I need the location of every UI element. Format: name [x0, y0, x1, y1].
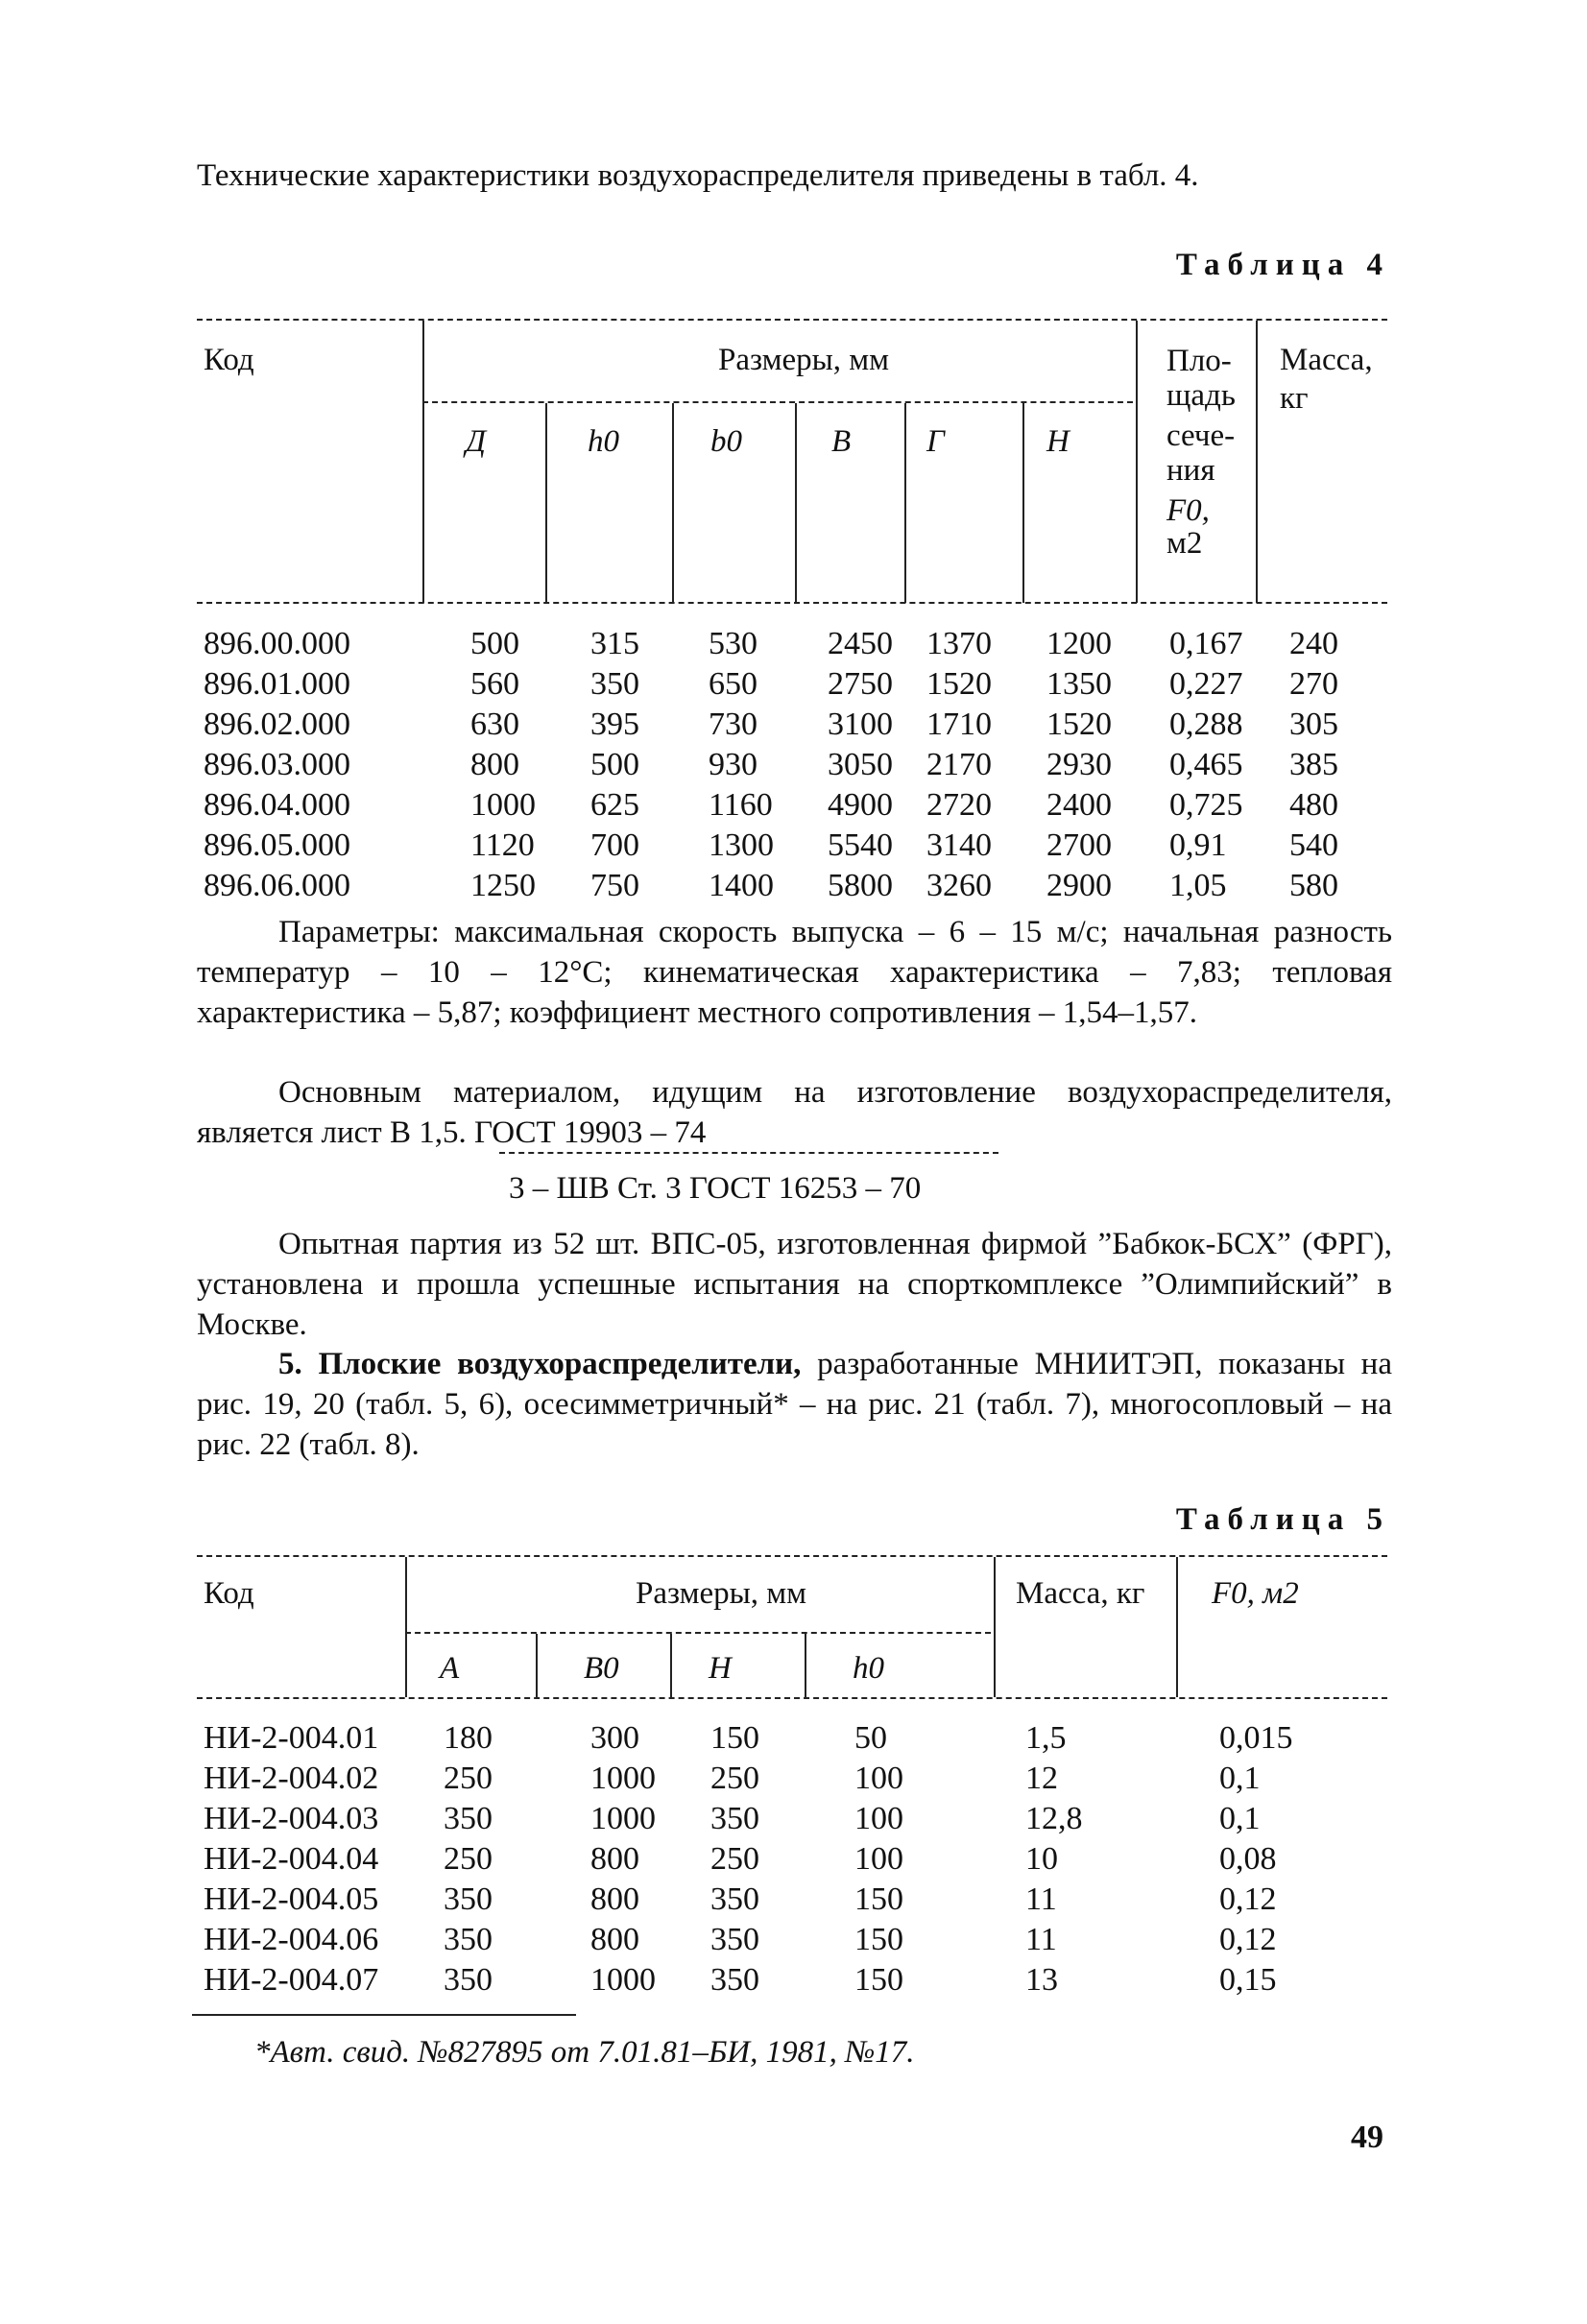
table5-cell: 350 [444, 1801, 493, 1836]
table4-sub-b0: b0 [710, 424, 742, 459]
table4-cell: 5800 [828, 868, 893, 903]
table4-header-mass: Масса, кг [1280, 343, 1373, 416]
table5-cell: 800 [590, 1922, 639, 1957]
table4-divider [1256, 321, 1258, 603]
footnote: *Авт. свид. №827895 от 7.01.81–БИ, 1981, №17. [254, 2035, 915, 2070]
table4-cell: 395 [590, 707, 639, 742]
table5-cell: 0,1 [1219, 1801, 1261, 1836]
table5-subheader-rule [405, 1632, 991, 1634]
table5-cell: 150 [854, 1922, 903, 1957]
table5-divider [805, 1634, 806, 1697]
table4-cell: 1200 [1046, 626, 1112, 661]
table4-code-cell: 896.04.000 [204, 787, 350, 823]
table4-cell: 2400 [1046, 787, 1112, 823]
table5-cell: 150 [854, 1881, 903, 1917]
table5-sub-H: H [709, 1651, 732, 1686]
table4-cell: 580 [1289, 868, 1338, 903]
table4-divider [1136, 321, 1138, 603]
table4-cell: 0,288 [1169, 707, 1243, 742]
table5-divider [1176, 1557, 1178, 1697]
table4-sub-B: B [831, 424, 852, 459]
table4-subheader-rule [422, 401, 1133, 403]
table5-cell: 150 [710, 1720, 759, 1756]
table5-cell: 350 [710, 1881, 759, 1917]
table5-cell: 12,8 [1025, 1801, 1083, 1836]
table4-cell: 2450 [828, 626, 893, 661]
table5-code-cell: НИ-2-004.01 [204, 1720, 379, 1756]
table5-divider [994, 1557, 996, 1697]
material-paragraph: Основным материалом, идущим на изготовление воздухораспределителя, является лист В 1,5. ГОСТ 19903 – 74 [197, 1075, 1392, 1150]
table5-cell: 350 [444, 1881, 493, 1917]
table4-cell: 560 [470, 666, 519, 702]
table4-cell: 385 [1289, 747, 1338, 782]
table4-cell: 350 [590, 666, 639, 702]
table4-sub-D: Д [466, 424, 486, 459]
table4-header-code: Код [204, 343, 254, 377]
table4-divider [422, 321, 424, 603]
table5-cell: 11 [1025, 1881, 1057, 1917]
table5-code-cell: НИ-2-004.07 [204, 1962, 379, 1998]
table4-header-area: Пло- щадь сече- ния F0, м2 [1166, 344, 1236, 561]
table4-code-cell: 896.03.000 [204, 747, 350, 782]
table4-cell: 2930 [1046, 747, 1112, 782]
table4-sub-G: Г [926, 424, 945, 459]
table4-cell: 500 [470, 626, 519, 661]
table5-cell: 180 [444, 1720, 493, 1756]
batch-paragraph: Опытная партия из 52 шт. ВПС-05, изготовленная фирмой ”Бабкок-БСХ” (ФРГ), установлена и прошла успешные испытания на спорткомплексе ”Олимпийский” в Москве. [197, 1227, 1392, 1342]
table4-cell: 240 [1289, 626, 1338, 661]
table5-cell: 1,5 [1025, 1720, 1067, 1756]
table4-code-cell: 896.01.000 [204, 666, 350, 702]
table4-header-bottom-rule [197, 602, 1387, 604]
table4-cell: 730 [709, 707, 757, 742]
table4-cell: 1000 [470, 787, 536, 823]
table4-sub-h0: h0 [588, 424, 619, 459]
table4-code-cell: 896.02.000 [204, 707, 350, 742]
table5-cell: 100 [854, 1841, 903, 1877]
table4-cell: 1300 [709, 827, 774, 863]
table5-cell: 0,12 [1219, 1922, 1277, 1957]
table5-cell: 800 [590, 1841, 639, 1877]
table5-sub-A: A [440, 1651, 460, 1686]
table4-cell: 930 [709, 747, 757, 782]
table4-cell: 1520 [926, 666, 992, 702]
table4-divider [1022, 403, 1024, 603]
table5-sub-B0: B0 [584, 1651, 619, 1686]
table5-header-mass: Масса, кг [1016, 1576, 1145, 1611]
table5-code-cell: НИ-2-004.04 [204, 1841, 379, 1877]
table5-header-code: Код [204, 1576, 254, 1611]
table4-top-rule [197, 319, 1387, 321]
table4-cell: 2700 [1046, 827, 1112, 863]
table5-cell: 350 [444, 1962, 493, 1998]
table5-header-sizes: Размеры, мм [636, 1576, 807, 1611]
table4-cell: 1,05 [1169, 868, 1227, 903]
table5-divider [405, 1557, 407, 1697]
table5-cell: 250 [444, 1841, 493, 1877]
table4-cell: 1710 [926, 707, 992, 742]
table5-cell: 150 [854, 1962, 903, 1998]
table4-caption: Таблица 4 [1175, 248, 1390, 282]
table4-cell: 305 [1289, 707, 1338, 742]
table4-cell: 480 [1289, 787, 1338, 823]
table4-divider [795, 403, 797, 603]
table5-cell: 350 [710, 1801, 759, 1836]
table4-cell: 630 [470, 707, 519, 742]
item5-paragraph: 5. Плоские воздухораспределители, разработанные МНИИТЭП, показаны на рис. 19, 20 (табл. 5, 6), осесимметричный* – на рис. 21 (табл. 7), многосопловый – на рис. 22 (табл. 8). [197, 1347, 1392, 1462]
table5-cell: 100 [854, 1761, 903, 1796]
table4-cell: 500 [590, 747, 639, 782]
table5-sub-h0: h0 [853, 1651, 884, 1686]
table5-code-cell: НИ-2-004.03 [204, 1801, 379, 1836]
table4-divider [672, 403, 674, 603]
table5-cell: 800 [590, 1881, 639, 1917]
table5-header-bottom-rule [197, 1697, 1387, 1699]
table4-cell: 4900 [828, 787, 893, 823]
table4-cell: 650 [709, 666, 757, 702]
table4-cell: 2720 [926, 787, 992, 823]
table4-cell: 0,91 [1169, 827, 1227, 863]
table4-cell: 3260 [926, 868, 992, 903]
intro-paragraph: Технические характеристики воздухораспределителя приведены в табл. 4. [197, 158, 1199, 193]
table4-cell: 5540 [828, 827, 893, 863]
table4-cell: 315 [590, 626, 639, 661]
table4-cell: 3050 [828, 747, 893, 782]
table5-caption: Таблица 5 [1175, 1502, 1390, 1537]
table5-code-cell: НИ-2-004.05 [204, 1881, 379, 1917]
table4-cell: 2750 [828, 666, 893, 702]
table4-cell: 750 [590, 868, 639, 903]
table5-header-area: F0, м2 [1212, 1576, 1299, 1611]
table5-code-cell: НИ-2-004.06 [204, 1922, 379, 1957]
material-denominator: 3 – ШВ Ст. 3 ГОСТ 16253 – 70 [509, 1171, 922, 1206]
table4-sub-H: H [1046, 424, 1070, 459]
table5-cell: 1000 [590, 1761, 656, 1796]
table4-cell: 700 [590, 827, 639, 863]
table4-cell: 0,167 [1169, 626, 1243, 661]
table4-divider [904, 403, 906, 603]
table4-cell: 3100 [828, 707, 893, 742]
table5-cell: 0,12 [1219, 1881, 1277, 1917]
table5-cell: 350 [444, 1922, 493, 1957]
table4-cell: 1250 [470, 868, 536, 903]
table5-cell: 350 [710, 1962, 759, 1998]
table5-cell: 12 [1025, 1761, 1058, 1796]
fraction-bar [499, 1152, 998, 1154]
table4-cell: 1120 [470, 827, 535, 863]
table4-code-cell: 896.05.000 [204, 827, 350, 863]
table4-header-sizes: Размеры, мм [718, 343, 890, 377]
table4-code-cell: 896.06.000 [204, 868, 350, 903]
table5-cell: 1000 [590, 1962, 656, 1998]
table4-cell: 0,465 [1169, 747, 1243, 782]
table5-cell: 10 [1025, 1841, 1058, 1877]
table5-top-rule [197, 1555, 1387, 1557]
table5-cell: 100 [854, 1801, 903, 1836]
table4-cell: 1520 [1046, 707, 1112, 742]
table4-cell: 800 [470, 747, 519, 782]
table4-cell: 3140 [926, 827, 992, 863]
table5-cell: 0,08 [1219, 1841, 1277, 1877]
table5-cell: 13 [1025, 1962, 1058, 1998]
table4-cell: 1400 [709, 868, 774, 903]
table4-cell: 0,227 [1169, 666, 1243, 702]
table5-cell: 300 [590, 1720, 639, 1756]
table4-cell: 0,725 [1169, 787, 1243, 823]
table4-cell: 270 [1289, 666, 1338, 702]
table5-cell: 11 [1025, 1922, 1057, 1957]
page-number: 49 [1351, 2120, 1383, 2155]
params-paragraph: Параметры: максимальная скорость выпуска – 6 – 15 м/с; начальная разность температур – 10 – 12°С; кинематическая характеристика – 7,83; тепловая характеристика – 5,87; коэффициент местного сопротивления – 1,54–1,57. [197, 915, 1392, 1030]
table5-cell: 250 [710, 1841, 759, 1877]
table5-code-cell: НИ-2-004.02 [204, 1761, 379, 1796]
table5-cell: 350 [710, 1922, 759, 1957]
table4-divider [545, 403, 547, 603]
table4-cell: 1160 [709, 787, 773, 823]
table4-cell: 530 [709, 626, 757, 661]
table5-cell: 50 [854, 1720, 887, 1756]
table5-cell: 250 [710, 1761, 759, 1796]
table4-cell: 2900 [1046, 868, 1112, 903]
table4-cell: 625 [590, 787, 639, 823]
footnote-rule [192, 2014, 576, 2016]
table4-cell: 2170 [926, 747, 992, 782]
table4-cell: 1370 [926, 626, 992, 661]
table5-divider [670, 1634, 672, 1697]
table4-cell: 1350 [1046, 666, 1112, 702]
table4-code-cell: 896.00.000 [204, 626, 350, 661]
table4-cell: 540 [1289, 827, 1338, 863]
table5-cell: 1000 [590, 1801, 656, 1836]
table5-cell: 250 [444, 1761, 493, 1796]
table5-cell: 0,15 [1219, 1962, 1277, 1998]
table5-divider [536, 1634, 538, 1697]
table5-cell: 0,015 [1219, 1720, 1293, 1756]
table5-cell: 0,1 [1219, 1761, 1261, 1796]
